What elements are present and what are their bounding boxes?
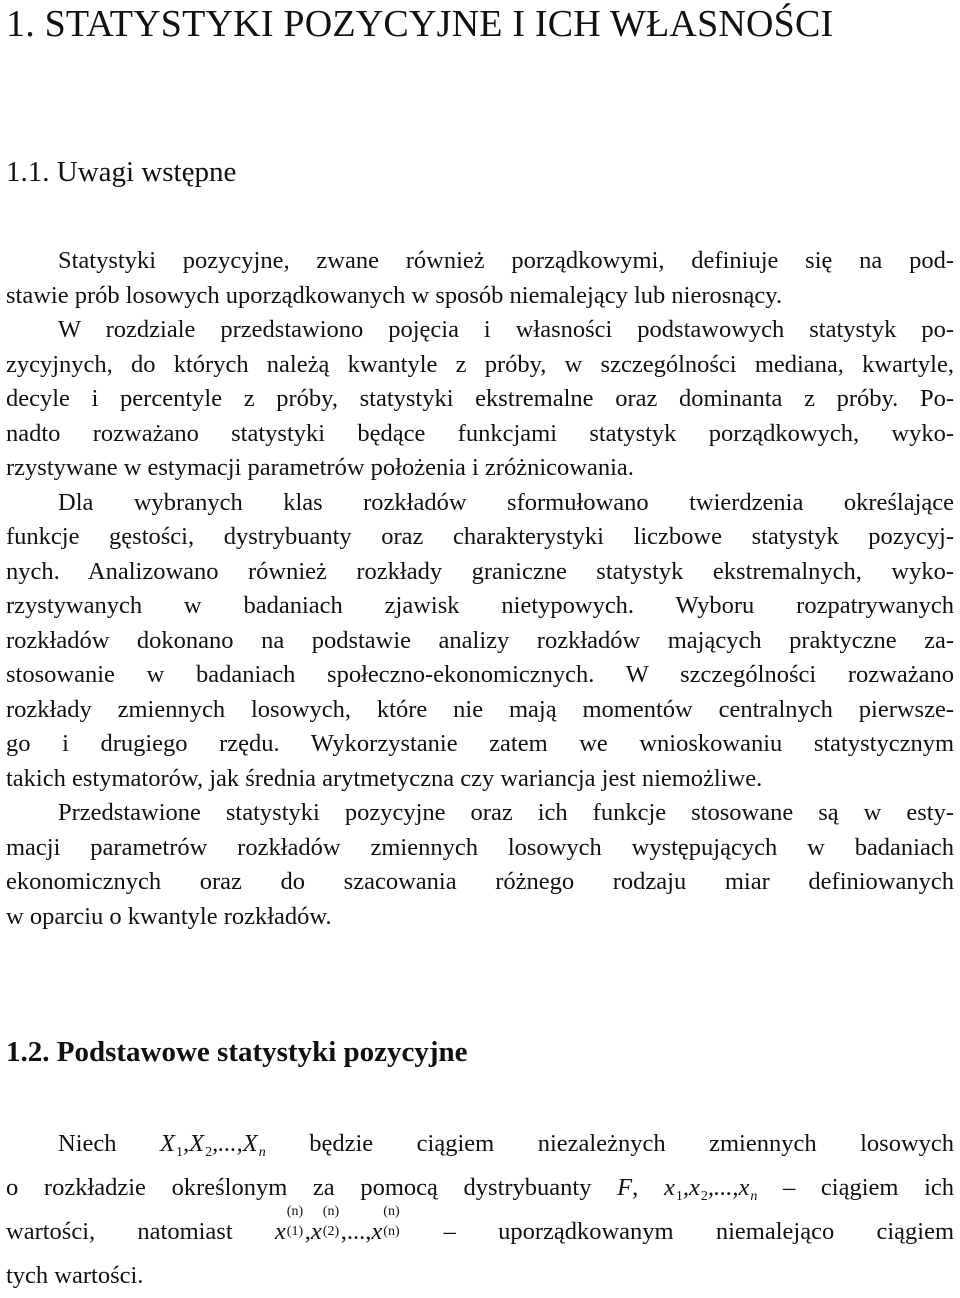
paragraph-line: macji parametrów rozkładów zmiennych losowych występujących w badaniach — [6, 833, 954, 861]
comma: , — [632, 1174, 639, 1201]
var-X: X — [242, 1130, 258, 1157]
section-1-body — [6, 244, 954, 934]
subscript: 2 — [700, 1189, 708, 1204]
paragraph-line: stawie prób losowych uporządkowanych w sposób niemalejący lub nierosnący. — [6, 281, 783, 309]
paragraph-line: nadto rozważano statystyki będące funkcjami statystyk porządkowych, wyko- — [6, 419, 954, 447]
comma: , — [682, 1174, 689, 1201]
text-uporzadkowanym: – uporządkowanym niemalejąco ciągiem — [443, 1218, 955, 1245]
paragraph-line: go i drugiego rzędu. Wykorzystanie zatem we wnioskowaniu statystycznym — [6, 730, 954, 757]
text-o-rozkladzie: o rozkładzie określonym za pomocą dystrybuanty — [6, 1174, 592, 1201]
paragraph-line: rozkładów dokonano na podstawie analizy rozkładów mających praktyczne za- — [6, 626, 954, 654]
paragraph-line: ekonomicznych oraz do szacowania różnego rodzaju miar definiowanych — [6, 868, 954, 895]
var-x: x — [371, 1218, 383, 1245]
superscript: (n) — [286, 1204, 304, 1219]
var-x: x — [738, 1174, 750, 1201]
var-X: X — [160, 1130, 175, 1157]
paragraph-line: w oparciu o kwantyle rozkładów. — [6, 902, 332, 930]
subscript: (1) — [286, 1224, 304, 1239]
text-niech: Niech — [58, 1130, 117, 1157]
comma: , — [183, 1130, 190, 1157]
comma: , — [304, 1218, 311, 1245]
var-x: x — [310, 1218, 322, 1245]
definition-line-4: tych wartości. — [6, 1262, 144, 1289]
paragraph-line: Statystyki pozycyjne, zwane również porządkowymi, definiuje się na pod- — [58, 247, 954, 274]
var-x: x — [274, 1218, 286, 1245]
section-title-uwagi: 1.1. Uwagi wstępne — [6, 156, 237, 188]
paragraph-line: funkcje gęstości, dystrybuanty oraz charakterystyki liczbowe statystyk pozycyj- — [6, 523, 954, 550]
subscript: (2) — [322, 1224, 340, 1239]
values-formula — [663, 1174, 758, 1204]
paragraph-line: nych. Analizowano również rozkłady graniczne statystyk ekstremalnych, wyko- — [6, 557, 954, 585]
var-X: X — [189, 1130, 205, 1157]
subscript: (n) — [383, 1224, 400, 1239]
text-ciagiem-ich: – ciągiem ich — [782, 1174, 955, 1201]
subscript: 1 — [176, 1145, 183, 1160]
subscript: 2 — [205, 1145, 213, 1160]
section-2-body — [6, 1122, 954, 1298]
paragraph-line: takich estymatorów, jak średnia arytmetyczna czy wariancja jest niemożliwe. — [6, 764, 763, 792]
ellipsis: ,..., — [212, 1130, 243, 1157]
var-x: x — [688, 1174, 700, 1201]
paragraph-line: W rozdziale przedstawiono pojęcia i własności podstawowych statystyk po- — [58, 316, 954, 343]
definition-line-1 — [6, 1122, 954, 1166]
paragraph-line: rozkłady zmiennych losowych, które nie mają momentów centralnych pierwsze- — [6, 695, 954, 723]
paragraph-line: stosowanie w badaniach społeczno-ekonomicznych. W szczególności rozważano — [6, 661, 954, 688]
section-title-podstawowe: 1.2. Podstawowe statystyki pozycyjne — [6, 1036, 468, 1068]
paragraph-line: Dla wybranych klas rozkładów sformułowano twierdzenia określające — [58, 488, 954, 516]
order-statistics-formula — [274, 1204, 401, 1245]
paragraph-line: decyle i percentyle z próby, statystyki ekstremalne oraz dominanta z próby. Po- — [6, 385, 954, 412]
paragraph-line: Przedstawione statystyki pozycyjne oraz ich funkcje stosowane są w esty- — [58, 799, 954, 826]
paragraph-line: rzystywane w estymacji parametrów położenia i zróżnicowania. — [6, 454, 634, 481]
order-index — [322, 1204, 340, 1239]
order-index — [383, 1204, 400, 1239]
definition-line-2 — [6, 1166, 954, 1210]
var-F: F — [617, 1174, 633, 1201]
text-bedzie-ciagiem: będzie ciągiem niezależnych zmiennych losowych — [309, 1130, 955, 1157]
superscript: (n) — [322, 1204, 340, 1219]
subscript: n — [258, 1145, 266, 1160]
cdf-symbol — [617, 1174, 638, 1201]
chapter-title: 1. STATYSTYKI POZYCYJNE I ICH WŁASNOŚCI — [6, 3, 834, 45]
ellipsis: ,..., — [340, 1218, 372, 1245]
superscript: (n) — [383, 1204, 400, 1219]
ellipsis: ,..., — [707, 1174, 739, 1201]
definition-line-3 — [6, 1204, 955, 1254]
subscript: 1 — [675, 1189, 683, 1204]
text-wartosci-natomiast: wartości, natomiast — [6, 1218, 233, 1245]
random-variables-formula — [160, 1130, 266, 1160]
order-index — [286, 1204, 304, 1239]
subscript: n — [750, 1189, 758, 1204]
paragraph-line: rzystywanych w badaniach zjawisk nietypowych. Wyboru rozpatrywanych — [6, 592, 954, 619]
var-x: x — [663, 1174, 675, 1201]
paragraph-line: zycyjnych, do których należą kwantyle z próby, w szczególności mediana, kwartyle, — [6, 350, 954, 378]
